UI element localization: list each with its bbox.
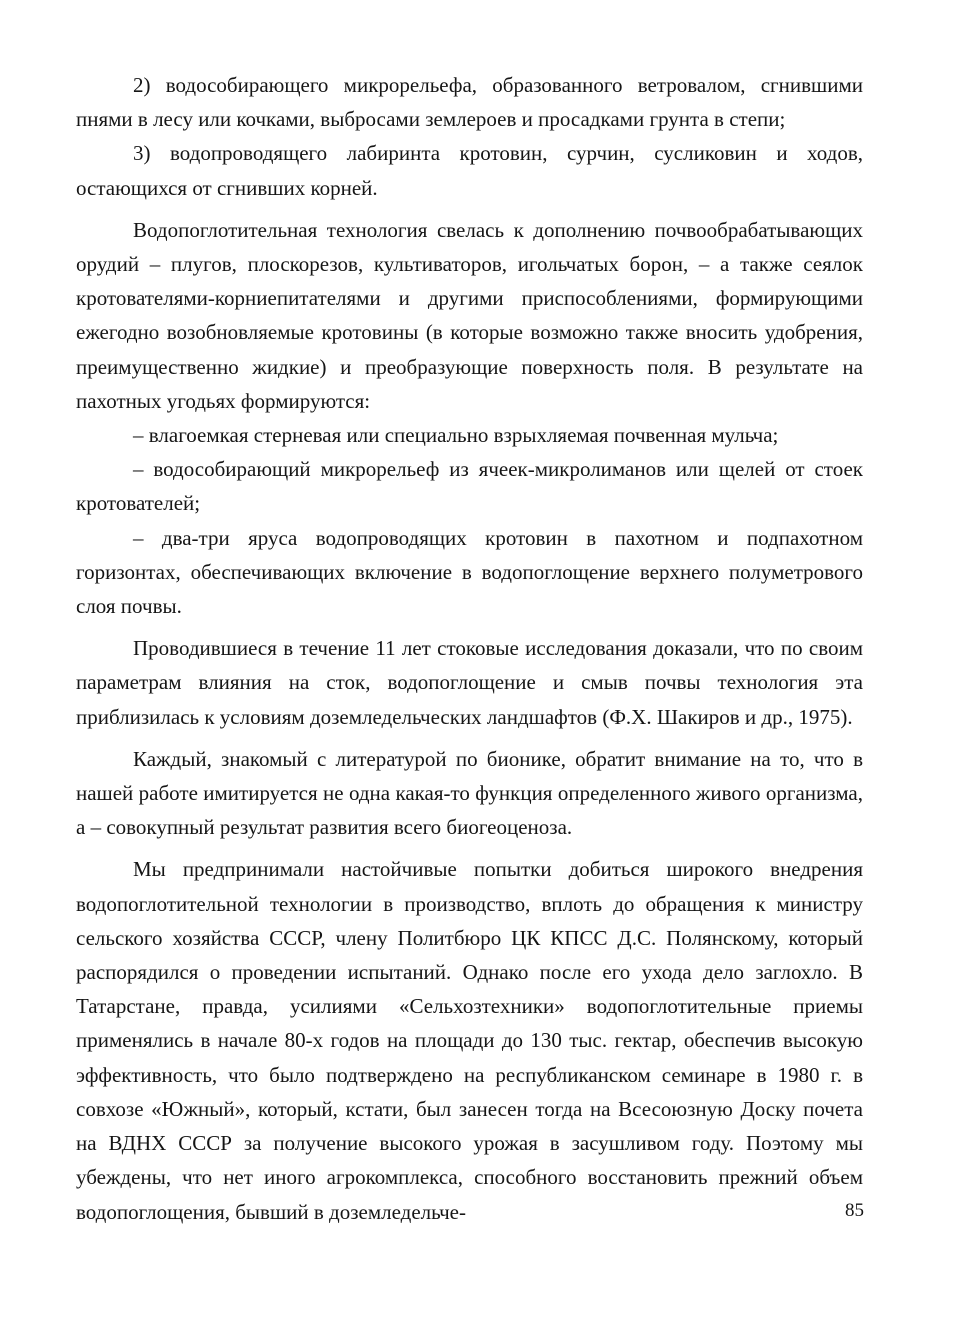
paragraph-item-3: 3) водопроводящего лабиринта кротовин, сурчин, сусликовин и ходов, остающихся от сгнивших корней. — [76, 141, 863, 200]
paragraph-bionics: Каждый, знакомый с литературой по бионике, обратит внимание на то, что в нашей работе имитируется не одна какая-то функция определенного живого организма, а – совокупный результат развития всего биогеоценоза. — [76, 746, 863, 840]
page-number: 85 — [845, 1200, 864, 1221]
list-item-microrelief: – водособирающий микрорельеф из ячеек-микролиманов или щелей от стоек кротователей; — [76, 457, 863, 516]
page-body — [76, 68, 863, 1229]
paragraph-implementation: Мы предпринимали настойчивые попытки добиться широкого внедрения водопоглотительной технологии в производство, вплоть до обращения к министру сельского хозяйства СССР, члену Политбюро ЦК КПСС Д.С. Полянскому, который распорядился о проведении испытаний. Однако после его ухода дело заглохло. В Татарстане, правда, усилиями «Сельхозтехники» водопоглотительные приемы применялись в начале 80-х годов на площади до 130 тыс. гектар, обеспечив высокую эффективность, что было подтверждено на республиканском семинаре в 1980 г. в совхозе «Южный», который, кстати, был занесен тогда на Всесоюзную Доску почета на ВДНХ СССР за получение высокого урожая в засушливом году. Поэтому мы убеждены, что нет иного агрокомплекса, способного восстановить прежний объем водопоглощения, бывший в доземледельче- — [76, 857, 863, 1224]
list-item-burrows: – два-три яруса водопроводящих кротовин в пахотном и подпахотном горизонтах, обеспечивающих включение в водопоглощение верхнего полуметрового слоя почвы. — [76, 525, 863, 619]
paragraph-item-2: 2) водособирающего микрорельефа, образованного ветровалом, сгнившими пнями в лесу или кочками, выбросами землероев и просадками грунта в степи; — [76, 73, 863, 132]
paragraph-research: Проводившиеся в течение 11 лет стоковые исследования доказали, что по своим параметрам влияния на сток, водопоглощение и смыв почвы технология эта приблизилась к условиям доземледельческих ландшафтов (Ф.Х. Шакиров и др., 1975). — [76, 636, 863, 729]
list-item-mulch: – влагоемкая стерневая или специально взрыхляемая почвенная мульча; — [133, 423, 779, 448]
paragraph-technology: Водопоглотительная технология свелась к дополнению почвообрабатывающих орудий – плугов, плоскорезов, культиваторов, игольчатых борон, – а также сеялок кротователями-корниепитателями и другими приспособлениями, формирующими ежегодно возобновляемые кротовины (в которые возможно также вносить удобрения, преимущественно жидкие) и преобразующие поверхность поля. В результате на пахотных угодьях формируются: — [76, 217, 863, 413]
